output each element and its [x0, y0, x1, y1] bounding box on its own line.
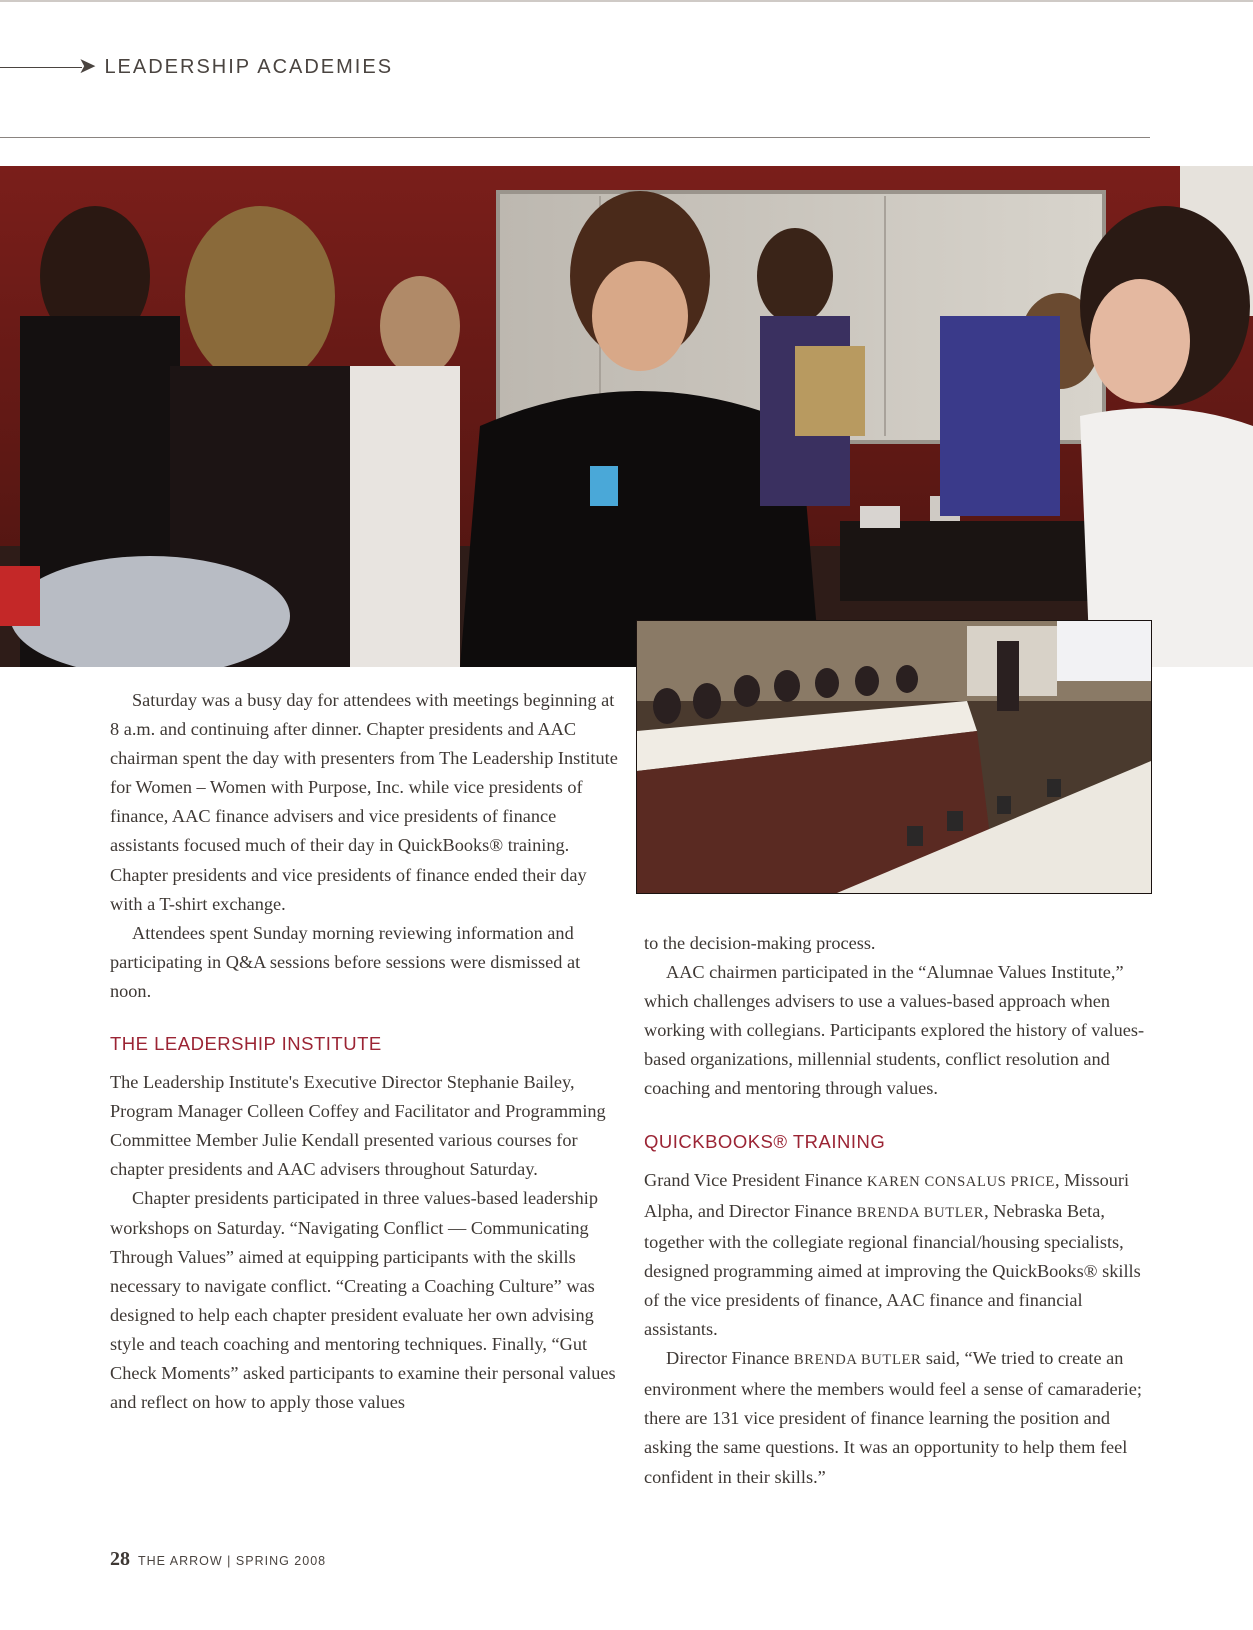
- text-run: Director Finance: [666, 1348, 794, 1369]
- publication-name: THE ARROW | SPRING 2008: [138, 1554, 327, 1568]
- text-run: Grand Vice President Finance: [644, 1169, 867, 1190]
- inset-photo-illustration: [637, 621, 1151, 893]
- inset-photo: [636, 620, 1152, 894]
- top-rule: [0, 0, 1253, 2]
- paragraph: to the decision-making process.: [644, 933, 876, 953]
- right-column: [644, 929, 1150, 1492]
- person-name: BRENDA BUTLER: [856, 1204, 985, 1221]
- page-footer: [110, 1548, 326, 1571]
- header-arrow-line: [0, 67, 82, 68]
- text-run: , Missouri Alpha, and Director Finance: [644, 1169, 1130, 1221]
- text-run: said, “We tried to create an environment where the members would feel a sense of camaraderie; there are 131 vice president of finance learning the position and asking the same questions. It was an opportunity to help them feel confident in their skills.”: [644, 1348, 1142, 1487]
- paragraph: Attendees spent Sunday morning reviewing information and participating in Q&A sessions before sessions were dismissed at noon.: [110, 922, 581, 1001]
- main-photo: [0, 166, 1253, 667]
- subhead-quickbooks-training: QUICKBOOKS® TRAINING: [644, 1130, 886, 1152]
- left-column: [110, 686, 620, 1417]
- subhead-leadership-institute: THE LEADERSHIP INSTITUTE: [110, 1033, 382, 1055]
- arrow-right-icon: ➤: [78, 54, 97, 79]
- header-rule: [0, 137, 1150, 138]
- paragraph: [644, 1344, 1150, 1491]
- section-title: LEADERSHIP ACADEMIES: [104, 55, 394, 78]
- page-number: 28: [110, 1548, 130, 1570]
- paragraph: Chapter presidents participated in three values-based leadership workshops on Saturday. “Navigating Conflict — Communicating Through Values” aimed at equipping participants with the skills necessary to navigate conflict. “Creating a Coaching Culture” was designed to help each chapter president evaluate her own advising style and teach coaching and mentoring techniques. Finally, “Gut Check Moments” asked participants to examine their personal values and reflect on how to apply those values: [110, 1188, 616, 1413]
- paragraph: AAC chairmen participated in the “Alumnae Values Institute,” which challenges advisers to use a values-based approach when working with collegians. Participants explored the history of values-based organizations, millennial students, conflict resolution and coaching and mentoring through values.: [644, 962, 1145, 1099]
- section-header: [0, 52, 393, 82]
- person-name: BRENDA BUTLER: [793, 1352, 922, 1369]
- paragraph: [644, 1166, 1150, 1345]
- text-run: , Nebraska Beta, together with the collegiate regional financial/housing specialists, designed programming aimed at improving the QuickBooks® skills of the vice presidents of finance, AAC finance and financial assistants.: [644, 1200, 1141, 1340]
- paragraph: Saturday was a busy day for attendees with meetings beginning at 8 a.m. and continuing after dinner. Chapter presidents and AAC chairman spent the day with presenters from The Leadership Institute for Women – Women with Purpose, Inc. while vice presidents of finance, AAC finance advisers and vice presidents of finance assistants focused much of their day in QuickBooks® training. Chapter presidents and vice presidents of finance ended their day with a T-shirt exchange.: [110, 690, 618, 914]
- main-photo-illustration: [0, 166, 1253, 667]
- paragraph: The Leadership Institute's Executive Director Stephanie Bailey, Program Manager Colleen Coffey and Facilitator and Programming Committee Member Julie Kendall presented various courses for chapter presidents and AAC advisers throughout Saturday.: [110, 1072, 606, 1180]
- person-name: KAREN CONSALUS PRICE: [866, 1173, 1055, 1190]
